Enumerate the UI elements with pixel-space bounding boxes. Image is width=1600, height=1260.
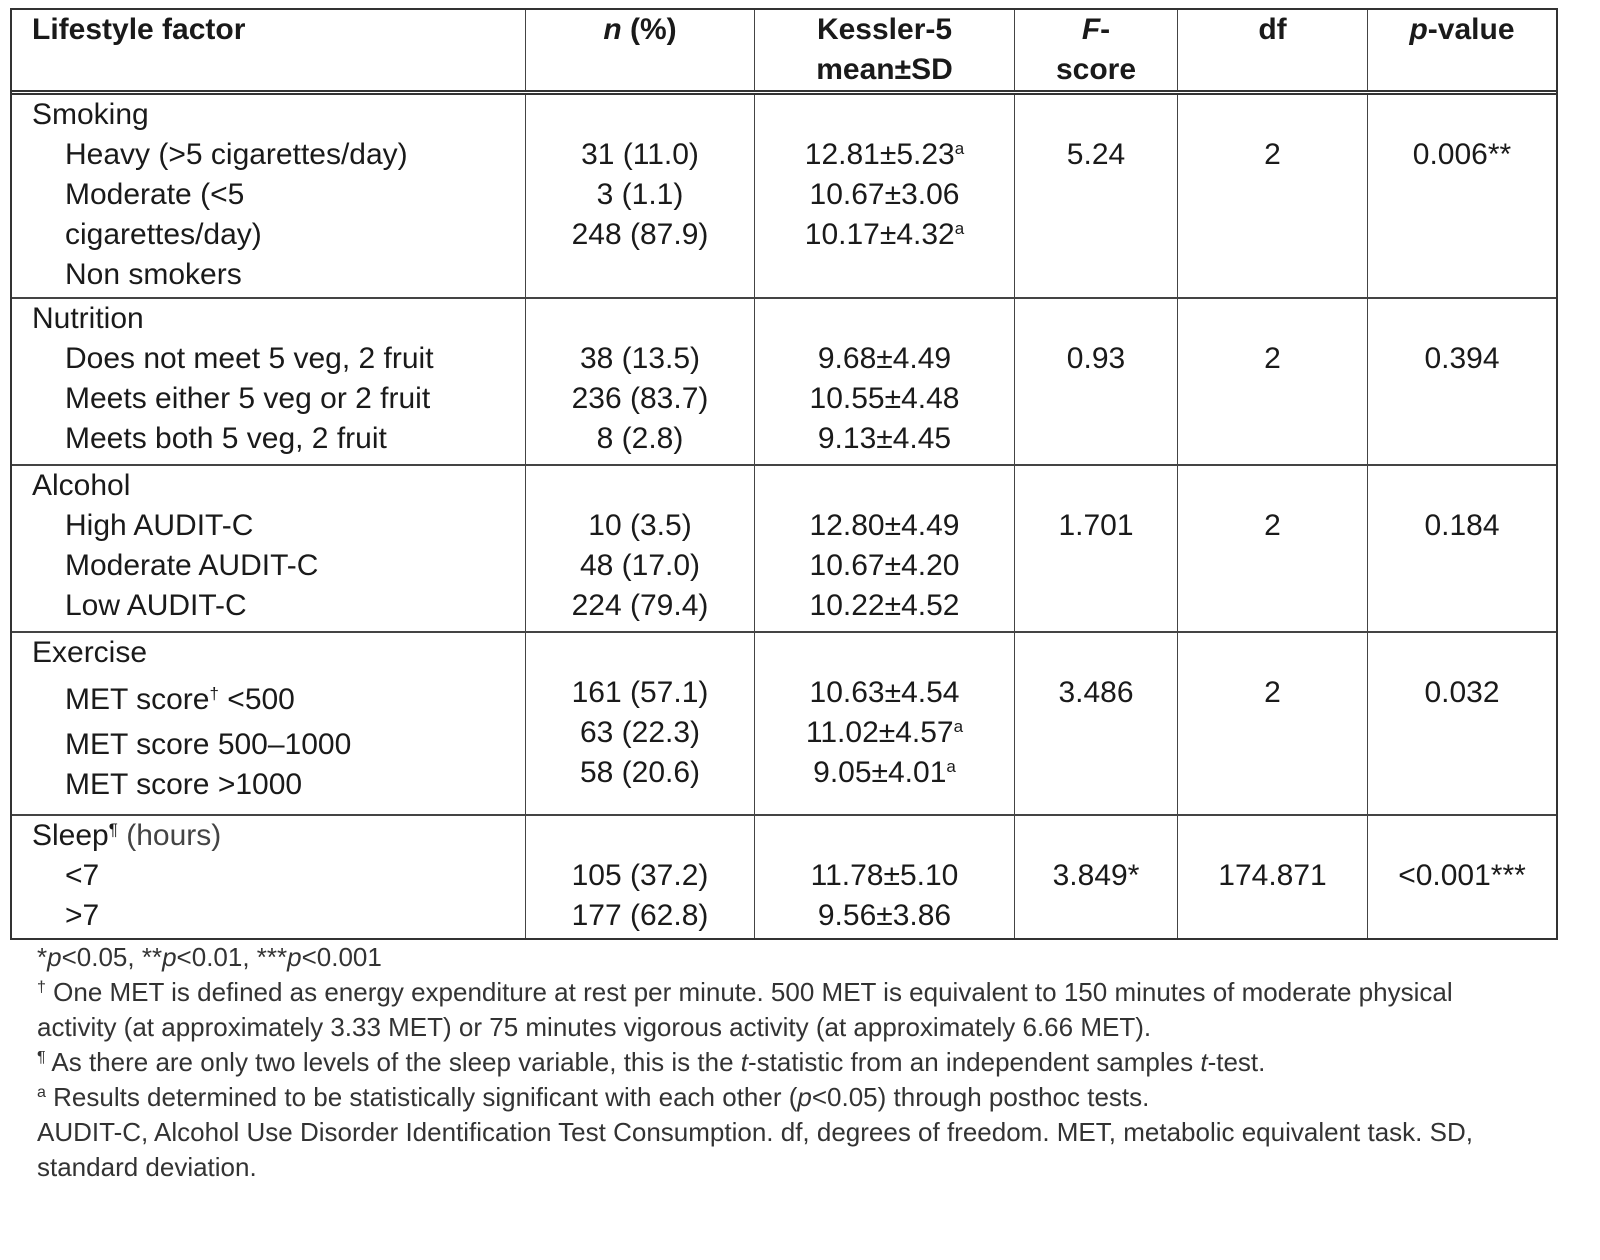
item-text: <500 [227, 683, 295, 716]
mean-value: 10.22±4.52 [809, 589, 960, 622]
f-value: 0.93 [1066, 342, 1126, 375]
pilcrow-mark: ¶ [108, 820, 118, 839]
n-value: 236 (83.7) [571, 382, 709, 415]
item-label: Moderate (<5 [65, 178, 245, 211]
mean-value: 12.80±4.49 [809, 509, 960, 542]
df-cell [1178, 466, 1368, 631]
item-label: MET score 500–1000 [65, 728, 352, 761]
mean-text: 11.02±4.57 [805, 716, 954, 749]
n-value: 10 (3.5) [588, 509, 692, 542]
factor-cell [12, 633, 526, 814]
mean-cell [755, 95, 1015, 297]
n-value: 177 (62.8) [571, 899, 709, 932]
item-label: Low AUDIT-C [65, 589, 247, 622]
mean-value: 9.56±3.86 [817, 899, 952, 932]
factor-cell [12, 816, 526, 938]
mean-text: 10.17±4.32 [804, 218, 955, 251]
header-f-dash: - [1100, 13, 1111, 46]
mean-text: 12.81±5.23 [804, 138, 955, 171]
n-value: 105 (37.2) [571, 859, 709, 892]
section-label-unit: (hours) [126, 819, 222, 852]
p-value: 0.006** [1412, 138, 1512, 171]
item-label: Meets both 5 veg, 2 fruit [65, 422, 387, 455]
header-kessler-line1: Kessler-5 [816, 13, 953, 46]
f-value: 5.24 [1066, 138, 1126, 171]
n-cell [526, 466, 755, 631]
item-text: MET score [65, 683, 210, 716]
p-cell [1368, 299, 1556, 464]
mean-text: 10.67±3.06 [809, 178, 960, 211]
factor-cell [12, 466, 526, 631]
mean-value: 10.55±4.48 [809, 382, 960, 415]
f-value: 1.701 [1058, 509, 1134, 542]
section-label: Smoking [32, 98, 149, 131]
p-cell [1368, 816, 1556, 938]
mean-cell [755, 466, 1015, 631]
df-value: 2 [1264, 342, 1281, 375]
p-value: 0.184 [1424, 509, 1500, 542]
header-n: n [603, 13, 622, 46]
f-cell [1015, 299, 1178, 464]
mean-value: 10.67±4.20 [809, 549, 960, 582]
mean-text: 9.05±4.01 [813, 756, 947, 789]
footnote-abbreviations: AUDIT-C, Alcohol Use Disorder Identification Test Consumption. df, degrees of freedom. MET, metabolic equivalent task. SD, standard deviation. [37, 1117, 1473, 1182]
section-label: Alcohol [32, 469, 131, 502]
header-f-score [1015, 10, 1178, 90]
n-value: 161 (57.1) [571, 676, 709, 709]
pilcrow-mark: ¶ [37, 1049, 46, 1066]
df-cell [1178, 816, 1368, 938]
item-label: Non smokers [65, 258, 242, 291]
header-p-value [1368, 10, 1556, 90]
item-label: Moderate AUDIT-C [65, 549, 319, 582]
header-score: score [1055, 53, 1137, 86]
item-label: Does not meet 5 veg, 2 fruit [65, 342, 434, 375]
n-value: 3 (1.1) [596, 178, 684, 211]
f-cell [1015, 816, 1178, 938]
header-p: p [1409, 13, 1428, 46]
f-cell [1015, 95, 1178, 297]
header-value: -value [1427, 13, 1515, 46]
mean-cell [755, 633, 1015, 814]
footnote-met [37, 975, 1537, 1045]
df-value: 2 [1264, 138, 1281, 171]
mean-value: 9.68±4.49 [817, 342, 952, 375]
df-cell [1178, 299, 1368, 464]
footnote-significance: *p<0.05, **p<0.01, ***p<0.001 [37, 942, 382, 972]
mean-cell [755, 299, 1015, 464]
header-percent: (%) [621, 13, 677, 46]
section-label: Exercise [32, 636, 148, 669]
mean-value [755, 175, 1014, 215]
n-value: 224 (79.4) [571, 589, 709, 622]
header-f: F [1081, 13, 1101, 46]
n-value: 38 (13.5) [579, 342, 701, 375]
lifestyle-factors-table [10, 8, 1558, 940]
mean-value [755, 713, 1014, 753]
mean-value [755, 753, 1014, 793]
f-cell [1015, 466, 1178, 631]
table-header-row [12, 10, 1556, 95]
item-label: Heavy (>5 cigarettes/day) [65, 138, 408, 171]
n-value: 58 (20.6) [579, 756, 701, 789]
n-value: 31 (11.0) [581, 138, 699, 171]
df-cell [1178, 95, 1368, 297]
sig-mark: a [953, 717, 964, 736]
section-label-text: Sleep [32, 819, 109, 852]
mean-value [755, 135, 1014, 175]
footnote-text: One MET is defined as energy expenditure at rest per minute. 500 MET is equivalent to 150 minutes of moderate physical activity (at approximately 3.33 MET) or 75 minutes vigorous activity (at approximately 6.66 MET). [37, 977, 1453, 1042]
mean-value: 9.13±4.45 [817, 422, 952, 455]
f-cell [1015, 633, 1178, 814]
df-value: 2 [1264, 676, 1281, 709]
section-nutrition [12, 299, 1556, 466]
n-value: 48 (17.0) [579, 549, 701, 582]
mean-value: 10.63±4.54 [809, 676, 960, 709]
dagger-mark: † [209, 684, 219, 703]
f-value: 3.849* [1052, 859, 1140, 892]
item-label: High AUDIT-C [65, 509, 254, 542]
p-value: 0.394 [1424, 342, 1500, 375]
df-value: 174.871 [1218, 859, 1327, 892]
sig-mark: a [946, 757, 956, 776]
table-footnotes [37, 940, 1537, 1185]
p-cell [1368, 95, 1556, 297]
header-lifestyle-factor: Lifestyle factor [12, 10, 526, 90]
p-cell [1368, 466, 1556, 631]
section-smoking [12, 95, 1556, 299]
df-value: 2 [1264, 509, 1281, 542]
sig-mark: a [954, 219, 965, 238]
header-df: df [1178, 10, 1368, 90]
section-sleep [12, 816, 1556, 938]
header-n-percent [526, 10, 755, 90]
dagger-mark: † [37, 979, 46, 996]
n-value: 8 (2.8) [596, 422, 684, 455]
df-cell [1178, 633, 1368, 814]
factor-cell [12, 299, 526, 464]
factor-cell [12, 95, 526, 297]
n-cell [526, 299, 755, 464]
sig-mark: a [954, 139, 965, 158]
mean-value [755, 215, 1014, 255]
section-label: Nutrition [32, 302, 144, 335]
mean-value: 11.78±5.10 [810, 859, 959, 892]
f-value: 3.486 [1058, 676, 1134, 709]
n-cell [526, 633, 755, 814]
section-exercise [12, 633, 1556, 816]
n-cell [526, 95, 755, 297]
sig-mark: a [37, 1084, 46, 1101]
header-kessler-line2: mean±SD [816, 53, 953, 86]
item-label [32, 680, 525, 720]
n-cell [526, 816, 755, 938]
footnote-sleep: ¶ As there are only two levels of the sleep variable, this is the t-statistic from an independent samples t-test. [37, 1047, 1266, 1077]
item-label: >7 [65, 899, 100, 932]
header-kessler [755, 10, 1015, 90]
n-value: 63 (22.3) [579, 716, 701, 749]
mean-cell [755, 816, 1015, 938]
item-label: <7 [65, 859, 100, 892]
item-label: cigarettes/day) [65, 218, 262, 251]
p-value: 0.032 [1424, 676, 1500, 709]
item-label: Meets either 5 veg or 2 fruit [65, 382, 431, 415]
section-alcohol [12, 466, 1556, 633]
section-label [32, 816, 525, 856]
n-value: 248 (87.9) [571, 218, 709, 251]
item-label: MET score >1000 [65, 768, 303, 801]
p-value: <0.001*** [1398, 859, 1526, 892]
footnote-posthoc: $^a$ Results determined to be statistically significant with each other (p<0.05) through posthoc tests. [37, 1082, 1150, 1112]
p-cell [1368, 633, 1556, 814]
